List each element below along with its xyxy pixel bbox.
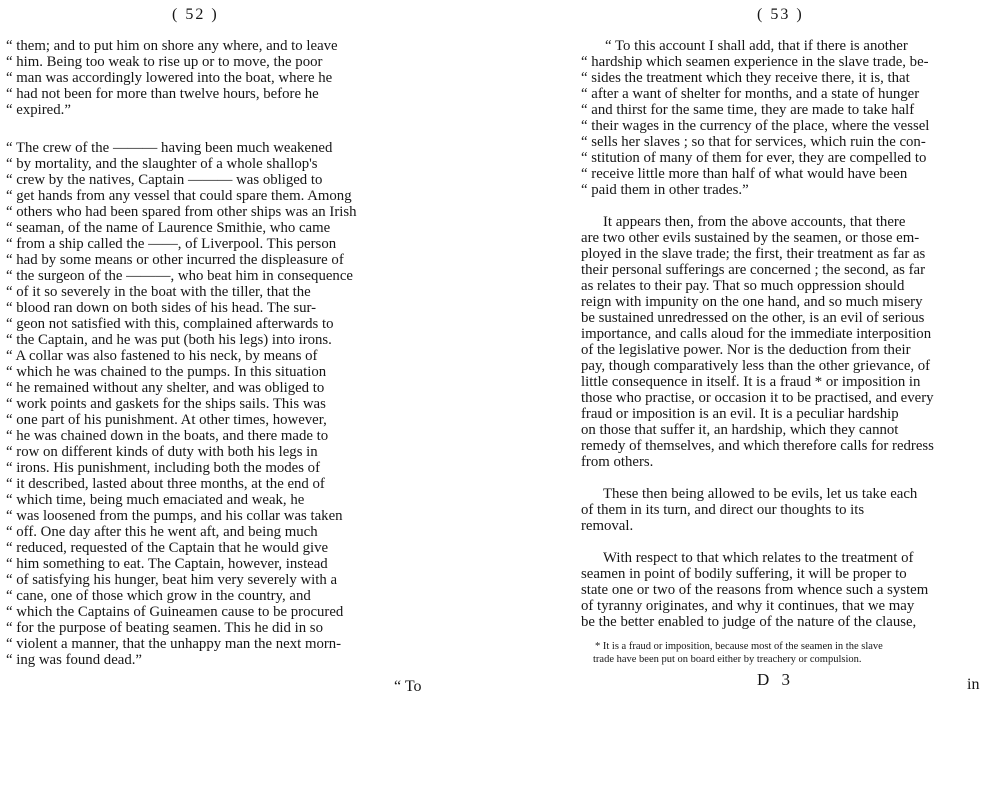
left-line-4: “ had not been for more than twelve hours, before he xyxy=(6,86,319,102)
left-line-32: “ him something to eat. The Captain, however, instead xyxy=(6,556,328,572)
right-line-31: seamen in point of bodily suffering, it will be proper to xyxy=(581,566,907,582)
left-line-9: “ get hands from any vessel that could spare them. Among xyxy=(6,188,352,204)
left-line-25: “ row on different kinds of duty with both his legs in xyxy=(6,444,318,460)
right-catchword: in xyxy=(967,676,980,693)
right-line-28: of them in its turn, and direct our thoughts to its xyxy=(581,502,865,518)
left-line-37: “ violent a manner, that the unhappy man the next morn- xyxy=(6,636,342,652)
right-line-34: be the better enabled to judge of the nature of the clause, xyxy=(581,614,917,630)
left-line-10: “ others who had been spared from other ships was an Irish xyxy=(6,204,357,220)
right-line-3: “ sides the treatment which they receive there, it is, that xyxy=(581,70,910,86)
signature-mark: D 3 xyxy=(757,670,795,689)
left-page xyxy=(0,0,440,810)
left-line-1: “ them; and to put him on shore any where, and to leave xyxy=(6,38,338,54)
right-line-33: of tyranny originates, and why it continues, that we may xyxy=(581,598,915,614)
left-line-31: “ reduced, requested of the Captain that he would give xyxy=(6,540,329,556)
right-line-5: “ and thirst for the same time, they are made to take half xyxy=(581,102,915,118)
left-line-28: “ which time, being much emaciated and weak, he xyxy=(6,492,305,508)
right-line-27: These then being allowed to be evils, let us take each xyxy=(603,486,918,502)
right-line-25: remedy of themselves, and which therefore calls for redress xyxy=(581,438,934,454)
right-line-21: little consequence in itself. It is a fraud * or imposition in xyxy=(581,374,921,390)
right-line-6: “ their wages in the currency of the place, where the vessel xyxy=(581,118,930,134)
left-line-2: “ him. Being too weak to rise up or to move, the poor xyxy=(6,54,323,70)
right-line-32: state one or two of the reasons from whence such a system xyxy=(581,582,929,598)
left-line-3: “ man was accordingly lowered into the boat, where he xyxy=(6,70,333,86)
right-line-19: of the legislative power. Nor is the deduction from their xyxy=(581,342,911,358)
left-line-22: “ work points and gaskets for the ships sails. This was xyxy=(6,396,326,412)
right-line-8: “ stitution of many of them for ever, they are compelled to xyxy=(581,150,927,166)
right-line-26: from others. xyxy=(581,454,654,470)
right-line-10: “ paid them in other trades.” xyxy=(581,182,749,198)
right-line-1: “ To this account I shall add, that if there is another xyxy=(605,38,908,54)
left-line-16: “ blood ran down on both sides of his head. The sur- xyxy=(6,300,317,316)
left-line-23: “ one part of his punishment. At other times, however, xyxy=(6,412,327,428)
right-line-7: “ sells her slaves ; so that for services, which ruin the con- xyxy=(581,134,926,150)
left-line-24: “ he was chained down in the boats, and there made to xyxy=(6,428,329,444)
left-line-18: “ the Captain, and he was put (both his legs) into irons. xyxy=(6,332,332,348)
right-line-29: removal. xyxy=(581,518,634,534)
left-line-27: “ it described, lasted about three months, at the end of xyxy=(6,476,325,492)
left-line-19: “ A collar was also fastened to his neck, by means of xyxy=(6,348,318,364)
left-line-36: “ for the purpose of beating seamen. This he did in so xyxy=(6,620,323,636)
left-line-14: “ the surgeon of the ———, who beat him in consequence xyxy=(6,268,353,284)
left-line-30: “ off. One day after this he went aft, and being much xyxy=(6,524,318,540)
left-line-7: “ by mortality, and the slaughter of a whole shallop's xyxy=(6,156,318,172)
left-line-11: “ seaman, of the name of Laurence Smithie, who came xyxy=(6,220,331,236)
left-page-number: ( 52 ) xyxy=(172,6,219,23)
left-line-26: “ irons. His punishment, including both the modes of xyxy=(6,460,320,476)
right-line-2: “ hardship which seamen experience in the slave trade, be- xyxy=(581,54,929,70)
right-line-24: on those that suffer it, an hardship, which they cannot xyxy=(581,422,899,438)
left-line-12: “ from a ship called the ——, of Liverpool. This person xyxy=(6,236,337,252)
right-line-15: as relates to their pay. That so much oppression should xyxy=(581,278,905,294)
right-line-20: pay, though comparatively less than the other grievance, of xyxy=(581,358,931,374)
right-line-4: “ after a want of shelter for months, and a state of hunger xyxy=(581,86,920,102)
left-line-20: “ which he was chained to the pumps. In this situation xyxy=(6,364,327,380)
right-line-11: It appears then, from the above accounts, that there xyxy=(603,214,906,230)
right-line-14: their personal sufferings are concerned ; the second, as far xyxy=(581,262,926,278)
right-line-12: are two other evils sustained by the seamen, or those em- xyxy=(581,230,920,246)
right-line-16: reign with impunity on the one hand, and so much misery xyxy=(581,294,923,310)
left-line-35: “ which the Captains of Guineamen cause to be procured xyxy=(6,604,344,620)
footnote-line-1: * It is a fraud or imposition, because most of the seamen in the slave xyxy=(595,641,883,652)
footnote-line-2: trade have been put on board either by treachery or compulsion. xyxy=(593,654,862,665)
left-catchword: “ To xyxy=(394,678,422,695)
right-line-22: those who practise, or occasion it to be practised, and every xyxy=(581,390,934,406)
left-line-33: “ of satisfying his hunger, beat him very severely with a xyxy=(6,572,338,588)
right-line-17: be sustained unredressed on the other, is an evil of serious xyxy=(581,310,925,326)
left-line-29: “ was loosened from the pumps, and his collar was taken xyxy=(6,508,343,524)
left-line-13: “ had by some means or other incurred the displeasure of xyxy=(6,252,344,268)
left-line-34: “ cane, one of those which grow in the country, and xyxy=(6,588,311,604)
left-line-17: “ geon not satisfied with this, complained afterwards to xyxy=(6,316,334,332)
left-line-38: “ ing was found dead.” xyxy=(6,652,143,668)
right-page xyxy=(575,0,1000,810)
right-line-9: “ receive little more than half of what would have been xyxy=(581,166,908,182)
left-line-8: “ crew by the natives, Captain ——— was obliged to xyxy=(6,172,323,188)
right-line-23: fraud or imposition is an evil. It is a peculiar hardship xyxy=(581,406,899,422)
left-line-15: “ of it so severely in the boat with the tiller, that the xyxy=(6,284,311,300)
left-line-21: “ he remained without any shelter, and was obliged to xyxy=(6,380,325,396)
left-line-6: “ The crew of the ——— having been much weakened xyxy=(6,140,333,156)
right-line-18: importance, and calls aloud for the immediate interposition xyxy=(581,326,932,342)
right-line-13: ployed in the slave trade; the first, their treatment as far as xyxy=(581,246,926,262)
right-page-number: ( 53 ) xyxy=(757,6,804,23)
left-line-5: “ expired.” xyxy=(6,102,71,118)
right-line-30: With respect to that which relates to the treatment of xyxy=(603,550,914,566)
